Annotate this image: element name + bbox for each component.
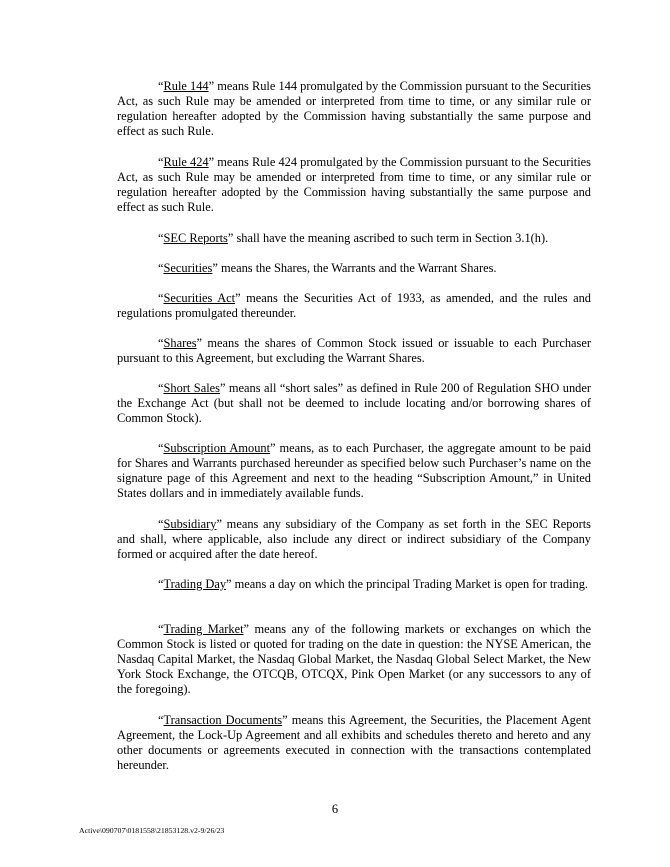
definition-transaction-documents: “Transaction Documents” means this Agreement, the Securities, the Placement Agent Agreement, the Lock-Up Agreement and all exhibits and schedules thereto and hereto and any other documents or agreements executed in connection with the transactions contemplated hereunder.: [117, 713, 591, 773]
definition-trading-market: “Trading Market” means any of the following markets or exchanges on which the Common Stock is listed or quoted for trading on the date in question: the NYSE American, the Nasdaq Capital Market, the Nasdaq Global Market, the Nasdaq Global Select Market, the New York Stock Exchange, the OTCQB, OTCQX, Pink Open Market (or any successors to any of the foregoing).: [117, 622, 591, 697]
definition-securities: “Securities” means the Shares, the Warrants and the Warrant Shares.: [158, 261, 497, 275]
defined-term: Trading Market: [163, 622, 244, 636]
definition-subsidiary: “Subsidiary” means any subsidiary of the Company as set forth in the SEC Reports and shall, where applicable, also include any direct or indirect subsidiary of the Company formed or acquired after the date hereof.: [117, 517, 591, 562]
definition-shares: “Shares” means the shares of Common Stock issued or issuable to each Purchaser pursuant to this Agreement, but excluding the Warrant Shares.: [117, 336, 591, 366]
definition-sec-reports: “SEC Reports” shall have the meaning ascribed to such term in Section 3.1(h).: [158, 231, 549, 245]
defined-term: Subscription Amount: [163, 441, 271, 455]
defined-term: Securities: [163, 261, 213, 275]
defined-term: Transaction Documents: [163, 713, 283, 727]
definition-rule-424: “Rule 424” means Rule 424 promulgated by the Commission pursuant to the Securities Act, as such Rule may be amended or interpreted from time to time, or any similar rule or regulation hereafter adopted by the Commission having substantially the same purpose and effect as such Rule.: [117, 155, 591, 215]
defined-term: Rule 424: [163, 155, 209, 169]
definition-rule-144: “Rule 144” means Rule 144 promulgated by the Commission pursuant to the Securities Act, as such Rule may be amended or interpreted from time to time, or any similar rule or regulation hereafter adopted by the Commission having substantially the same purpose and effect as such Rule.: [117, 79, 591, 139]
defined-term: Trading Day: [163, 577, 227, 591]
document-footer-id: Active\090707\0181558\21853128.v2-9/26/23: [79, 826, 225, 835]
page-number: 6: [331, 802, 339, 816]
definition-securities-act: “Securities Act” means the Securities Act of 1933, as amended, and the rules and regulations promulgated thereunder.: [117, 291, 591, 321]
defined-term: Short Sales: [163, 381, 220, 395]
definition-trading-day: “Trading Day” means a day on which the principal Trading Market is open for trading.: [158, 577, 589, 591]
definition-subscription-amount: “Subscription Amount” means, as to each Purchaser, the aggregate amount to be paid for Shares and Warrants purchased hereunder as specified below such Purchaser’s name on the signature page of this Agreement and next to the heading “Subscription Amount,” in United States dollars and in immediately available funds.: [117, 441, 591, 501]
defined-term: SEC Reports: [163, 231, 228, 245]
defined-term: Rule 144: [163, 79, 209, 93]
defined-term: Securities Act: [163, 291, 236, 305]
defined-term: Subsidiary: [163, 517, 217, 531]
defined-term: Shares: [163, 336, 197, 350]
definition-short-sales: “Short Sales” means all “short sales” as defined in Rule 200 of Regulation SHO under the Exchange Act (but shall not be deemed to include locating and/or borrowing shares of Common Stock).: [117, 381, 592, 426]
